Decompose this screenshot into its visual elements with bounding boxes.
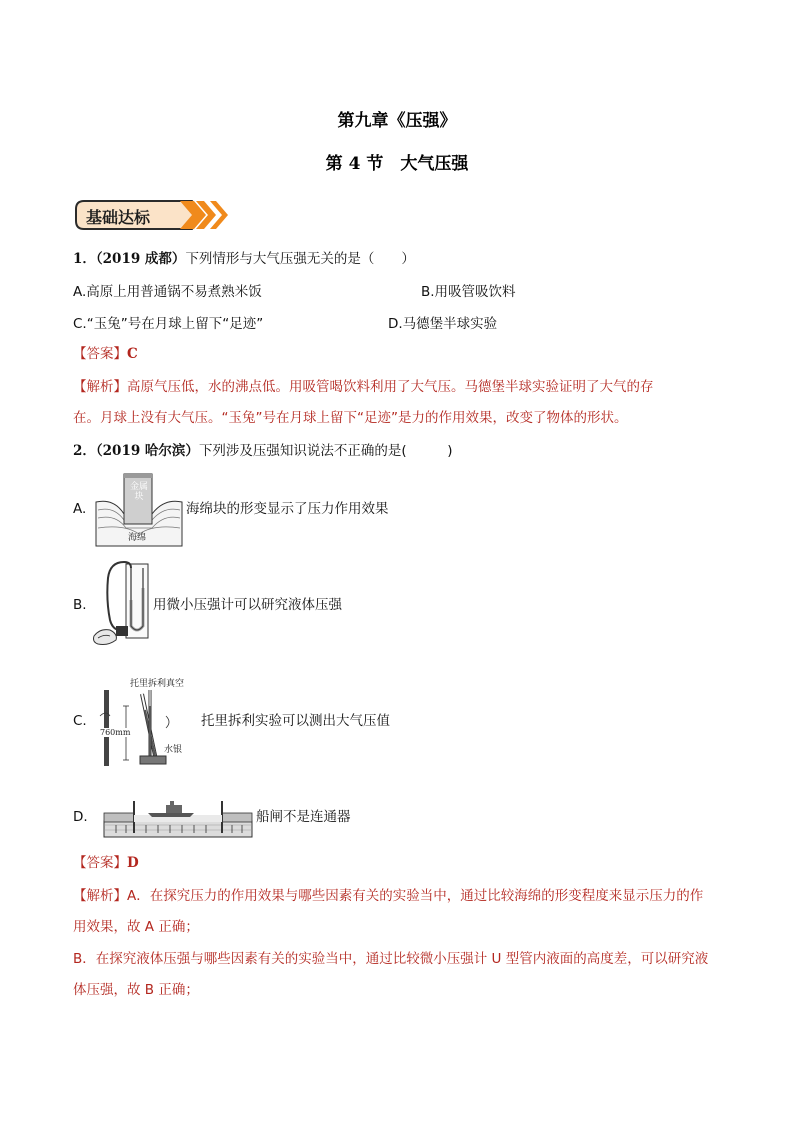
q1-explanation-line-1	[73, 378, 654, 396]
mercury-label: 水银	[164, 745, 183, 755]
ship-lock-figure	[102, 795, 254, 839]
section-title: 第 4 节 大气压强	[325, 154, 469, 174]
vacuum-label: 托里拆利真空	[130, 679, 185, 689]
question-1-stem	[73, 250, 415, 268]
metal-block-label: 金属块	[130, 482, 149, 502]
q1-option-a: A.高原上用普通锅不易煮熟米饭	[73, 284, 262, 300]
q2-option-b-text: 用微小压强计可以研究液体压强	[153, 597, 342, 613]
chapter-title: 第九章《压强》	[337, 111, 457, 131]
q2-option-a-letter: A.	[73, 501, 87, 517]
q2-answer-value: D	[127, 855, 139, 871]
q2-number: 2．	[73, 443, 96, 459]
q2-option-b-letter: B.	[73, 597, 87, 613]
q2-explanation-line-4: 体压强，故 B 正确；	[73, 982, 199, 998]
q2-source: （2019 哈尔滨）	[95, 443, 199, 459]
banner-label: 基础达标	[86, 208, 151, 227]
sponge-figure	[94, 472, 184, 548]
question-2-stem	[73, 442, 452, 460]
q1-text: 下列情形与大气压强无关的是（ ）	[185, 251, 415, 267]
q1-answer-value: C	[127, 346, 138, 362]
sponge-label: 海绵	[128, 533, 147, 543]
q1-option-d: D.马德堡半球实验	[388, 316, 498, 332]
q1-source: （2019 成都）	[95, 251, 186, 267]
q2-option-c-letter: C.	[73, 713, 87, 729]
q1-answer-line	[73, 345, 138, 363]
section-banner	[72, 195, 232, 235]
manometer-figure	[88, 560, 154, 648]
height-label: 760mm	[100, 728, 131, 737]
q2-answer-label: 【答案】	[73, 855, 127, 871]
torricelli-figure	[98, 676, 198, 768]
q2-explain-text-a1: A．在探究压力的作用效果与哪些因素有关的实验当中，通过比较海绵的形变程度来显示压力的作	[127, 888, 704, 904]
q2-option-d-text: 船闸不是连通器	[256, 809, 351, 825]
q2-explanation-line-1	[73, 887, 703, 905]
q1-explain-label: 【解析】	[73, 379, 127, 395]
q2-option-a-text: 海绵块的形变显示了压力作用效果	[186, 501, 389, 517]
q1-explain-text-1: 高原气压低，水的沸点低。用吸管喝饮料利用了大气压。马德堡半球实验证明了大气的存	[127, 379, 654, 395]
q1-option-c: C.“玉兔”号在月球上留下“足迹”	[73, 316, 264, 332]
q2-explanation-line-3: B．在探究液体压强与哪些因素有关的实验当中，通过比较微小压强计 U 型管内液面的高度差，可以研究液	[73, 951, 709, 967]
q2-explain-label: 【解析】	[73, 888, 127, 904]
q1-answer-label: 【答案】	[73, 346, 127, 362]
q1-option-b: B.用吸管吸饮料	[421, 284, 516, 300]
q2-option-d-letter: D.	[73, 809, 88, 825]
q1-number: 1．	[73, 251, 96, 267]
q2-answer-line	[73, 854, 139, 872]
q1-explanation-line-2: 在。月球上没有大气压。“玉兔”号在月球上留下“足迹”是力的作用效果，改变了物体的形状。	[73, 410, 628, 426]
q2-text: 下列涉及压强知识说法不正确的是( )	[198, 443, 453, 459]
q2-explanation-line-2: 用效果，故 A 正确；	[73, 919, 199, 935]
q2-option-c-text: 托里拆利实验可以测出大气压值	[201, 713, 390, 729]
